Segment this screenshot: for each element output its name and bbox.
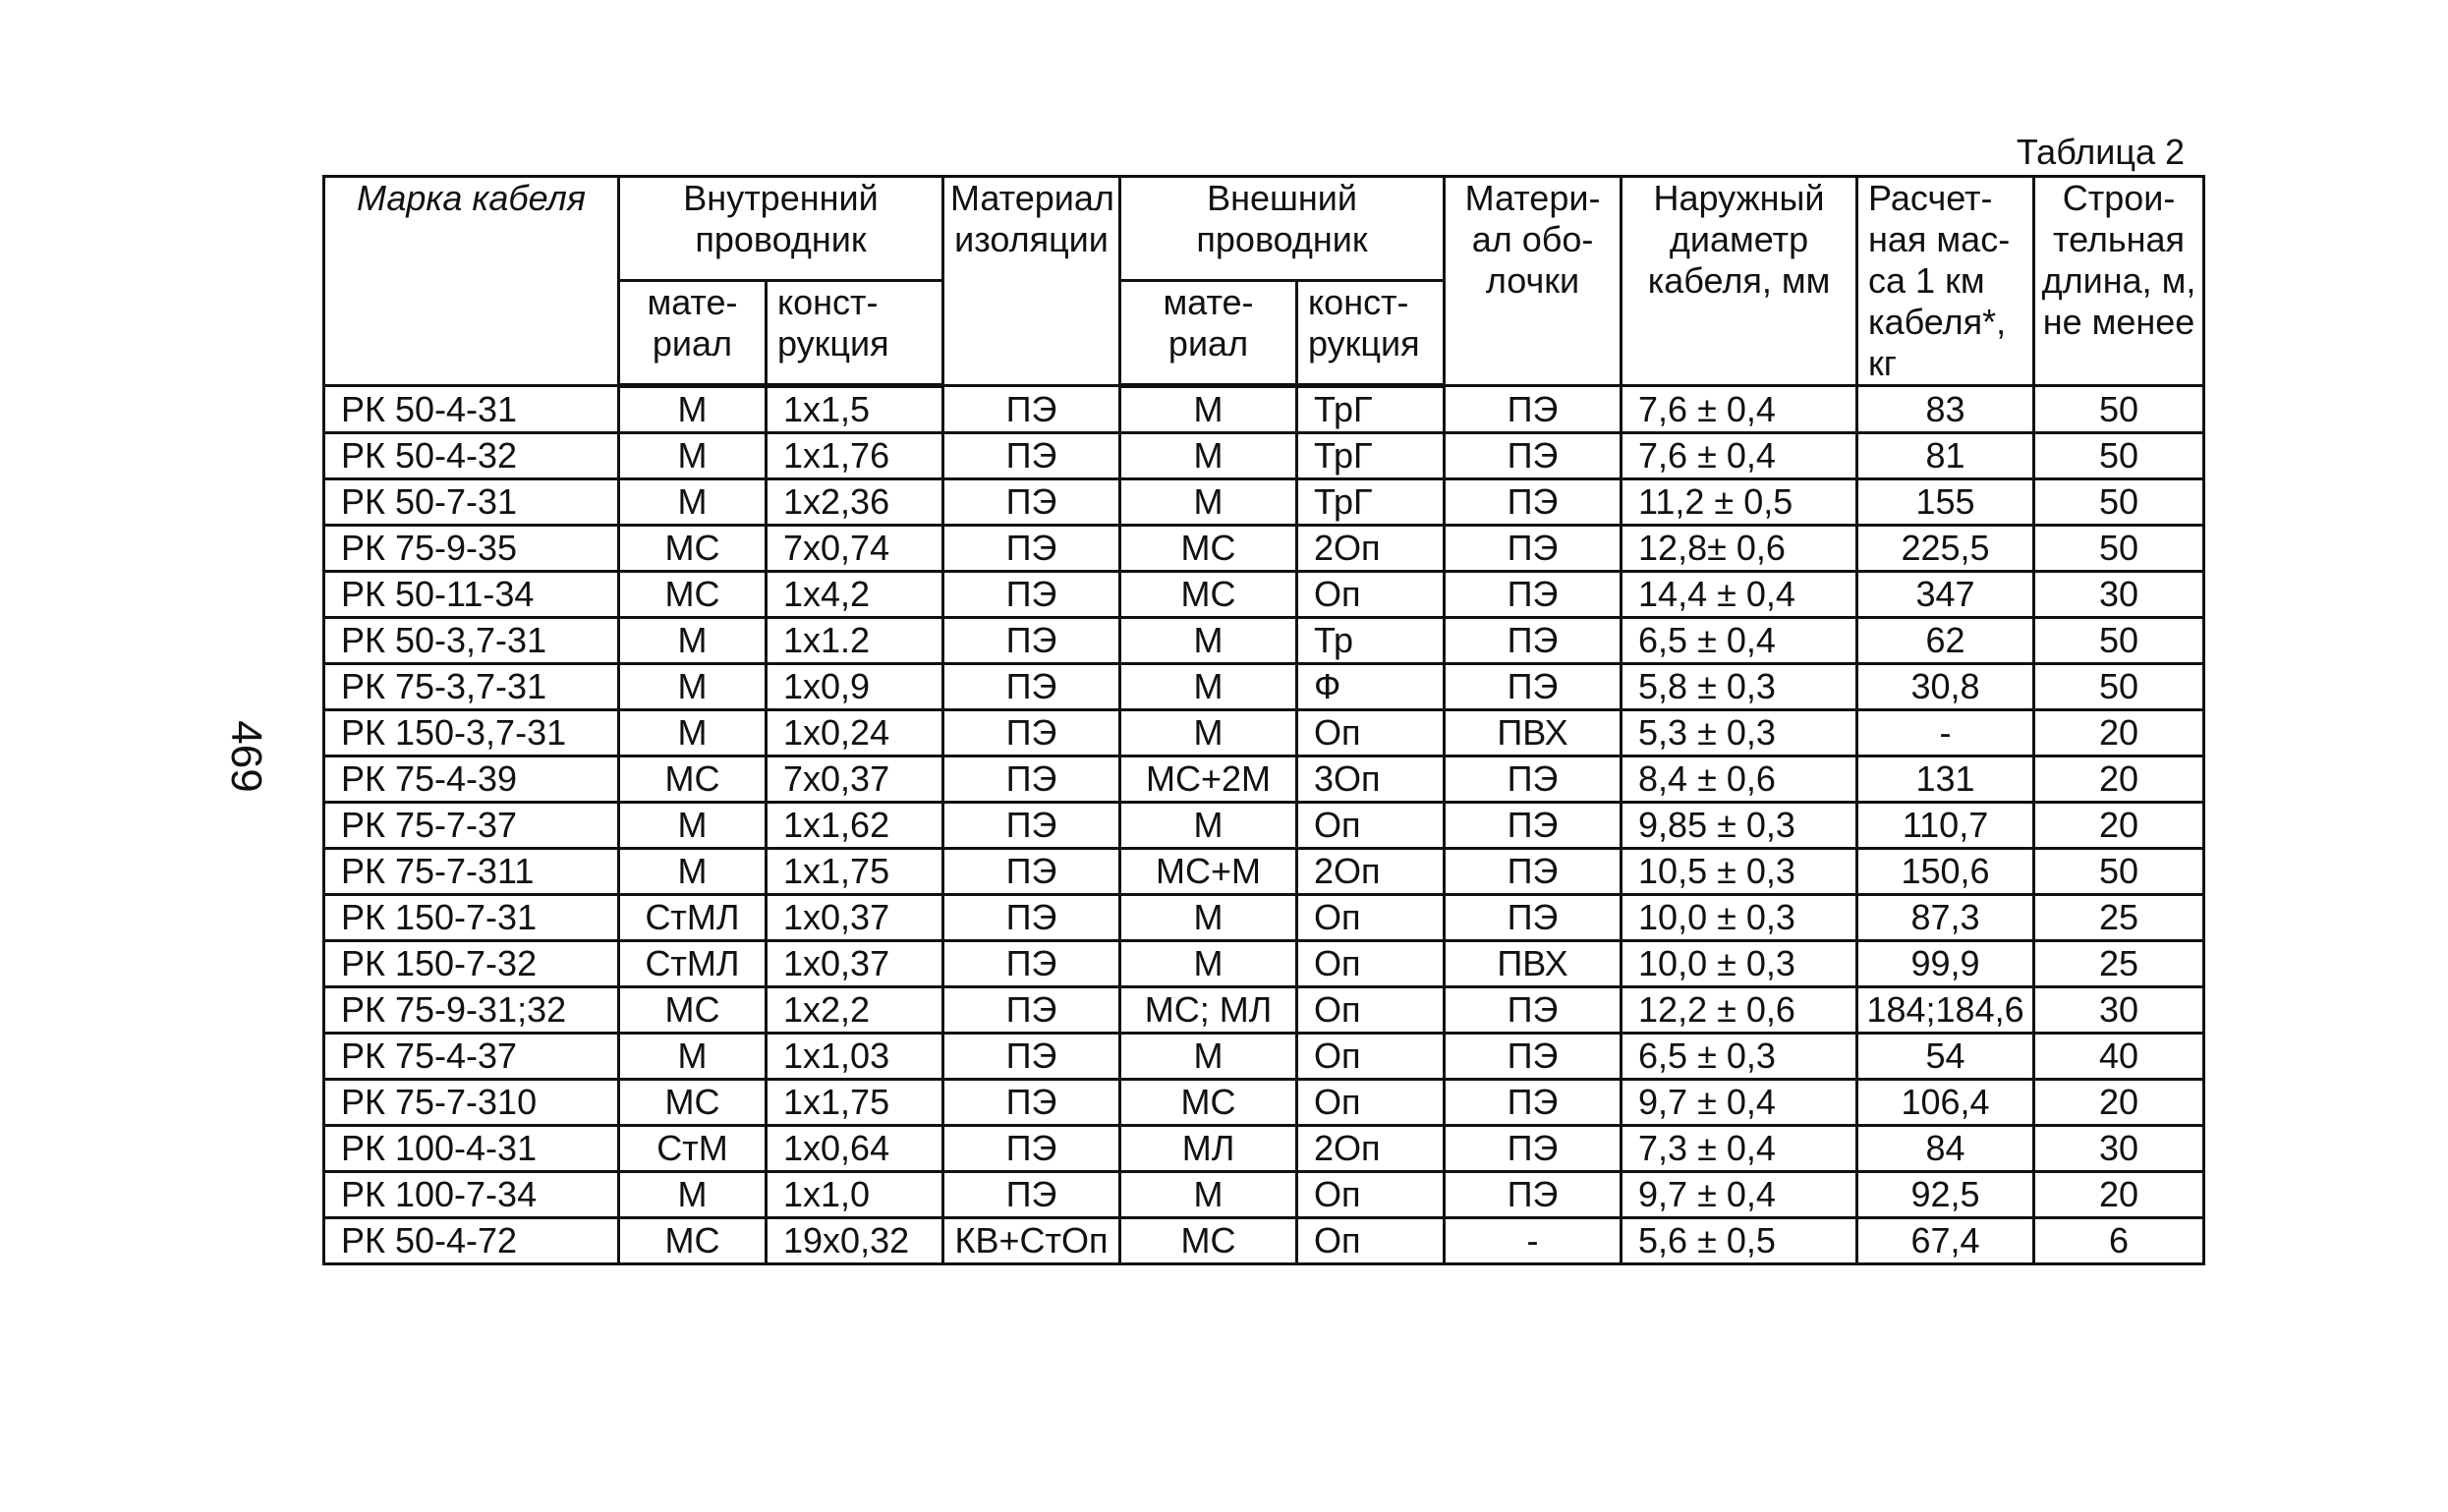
cell-inner-construction: 1х1,03 <box>767 1034 943 1080</box>
cell-insulation-material: ПЭ <box>943 618 1120 664</box>
cell-outer-construction: 2Оп <box>1297 526 1445 572</box>
cell-outer-diameter: 7,6 ± 0,4 <box>1622 433 1857 479</box>
cell-insulation-material: ПЭ <box>943 1080 1120 1126</box>
table-row <box>324 756 2204 803</box>
cell-sheath-material: ПЭ <box>1445 987 1622 1034</box>
cell-build-length: 50 <box>2034 664 2204 710</box>
cell-cable-brand: РК 150-7-31 <box>324 895 619 941</box>
cell-sheath-material: - <box>1445 1218 1622 1264</box>
cell-cable-brand: РК 100-7-34 <box>324 1172 619 1218</box>
cell-outer-diameter: 7,6 ± 0,4 <box>1622 386 1857 433</box>
cell-outer-construction: Оп <box>1297 1218 1445 1264</box>
cell-sheath-material: ПЭ <box>1445 572 1622 618</box>
cell-insulation-material: ПЭ <box>943 433 1120 479</box>
cell-inner-construction: 1х1.2 <box>767 618 943 664</box>
cell-build-length: 25 <box>2034 941 2204 987</box>
cell-insulation-material: ПЭ <box>943 526 1120 572</box>
table-row <box>324 479 2204 526</box>
cell-inner-material: СтМ <box>619 1126 767 1172</box>
cell-outer-diameter: 12,2 ± 0,6 <box>1622 987 1857 1034</box>
cell-cable-brand: РК 75-7-310 <box>324 1080 619 1126</box>
cell-outer-material: М <box>1120 479 1297 526</box>
cell-sheath-material: ПЭ <box>1445 1126 1622 1172</box>
cell-inner-material: М <box>619 849 767 895</box>
cell-outer-diameter: 5,3 ± 0,3 <box>1622 710 1857 756</box>
table-row <box>324 1126 2204 1172</box>
cell-outer-construction: Оп <box>1297 941 1445 987</box>
cell-outer-material: МС <box>1120 572 1297 618</box>
cell-calc-mass: 62 <box>1857 618 2034 664</box>
cell-insulation-material: ПЭ <box>943 849 1120 895</box>
table-row <box>324 803 2204 849</box>
cell-cable-brand: РК 150-7-32 <box>324 941 619 987</box>
header-inner-construction: конст-рукция <box>767 280 943 385</box>
cell-build-length: 30 <box>2034 1126 2204 1172</box>
cell-sheath-material: ПЭ <box>1445 618 1622 664</box>
cell-inner-construction: 1х1,75 <box>767 1080 943 1126</box>
cell-inner-material: МС <box>619 987 767 1034</box>
cell-outer-construction: Оп <box>1297 1080 1445 1126</box>
table-row <box>324 941 2204 987</box>
cell-insulation-material: ПЭ <box>943 664 1120 710</box>
cell-outer-material: М <box>1120 618 1297 664</box>
cell-inner-construction: 1х1,0 <box>767 1172 943 1218</box>
cell-inner-construction: 1х0,37 <box>767 895 943 941</box>
cell-inner-material: М <box>619 479 767 526</box>
cell-build-length: 50 <box>2034 479 2204 526</box>
cell-build-length: 50 <box>2034 849 2204 895</box>
cell-calc-mass: 99,9 <box>1857 941 2034 987</box>
cell-insulation-material: ПЭ <box>943 479 1120 526</box>
header-inner-material: мате-риал <box>619 280 767 385</box>
header-outer-construction: конст-рукция <box>1297 280 1445 385</box>
table-row <box>324 386 2204 433</box>
cell-sheath-material: ПВХ <box>1445 941 1622 987</box>
cell-outer-material: М <box>1120 1034 1297 1080</box>
cell-outer-diameter: 14,4 ± 0,4 <box>1622 572 1857 618</box>
cell-outer-material: МС <box>1120 526 1297 572</box>
cell-sheath-material: ПЭ <box>1445 895 1622 941</box>
cell-build-length: 30 <box>2034 987 2204 1034</box>
cell-inner-construction: 1х2,2 <box>767 987 943 1034</box>
header-outer-diameter: Наружный диаметр кабеля, мм <box>1622 177 1857 386</box>
cell-cable-brand: РК 75-9-35 <box>324 526 619 572</box>
cell-outer-diameter: 5,6 ± 0,5 <box>1622 1218 1857 1264</box>
cell-inner-material: МС <box>619 1218 767 1264</box>
cell-outer-diameter: 6,5 ± 0,3 <box>1622 1034 1857 1080</box>
cell-inner-construction: 1х0,9 <box>767 664 943 710</box>
table-row <box>324 572 2204 618</box>
cell-inner-material: СтМЛ <box>619 941 767 987</box>
cell-inner-construction: 1х0,37 <box>767 941 943 987</box>
cell-calc-mass: - <box>1857 710 2034 756</box>
cell-outer-material: М <box>1120 710 1297 756</box>
header-cable-brand: Марка кабеля <box>324 177 619 386</box>
cell-insulation-material: ПЭ <box>943 1172 1120 1218</box>
cell-sheath-material: ПВХ <box>1445 710 1622 756</box>
cell-inner-construction: 1х1,5 <box>767 386 943 433</box>
cell-cable-brand: РК 50-7-31 <box>324 479 619 526</box>
table-row <box>324 710 2204 756</box>
header-inner-conductor: Внутренний проводник <box>619 177 943 281</box>
cell-inner-material: МС <box>619 526 767 572</box>
table-body <box>324 386 2204 1264</box>
cell-inner-material: М <box>619 618 767 664</box>
table-row <box>324 1172 2204 1218</box>
cell-sheath-material: ПЭ <box>1445 756 1622 803</box>
cell-inner-material: М <box>619 1172 767 1218</box>
table-row <box>324 433 2204 479</box>
table-row <box>324 1218 2204 1264</box>
cell-outer-construction: Оп <box>1297 1172 1445 1218</box>
cell-build-length: 6 <box>2034 1218 2204 1264</box>
cell-cable-brand: РК 50-3,7-31 <box>324 618 619 664</box>
cell-build-length: 20 <box>2034 756 2204 803</box>
cell-build-length: 25 <box>2034 895 2204 941</box>
cell-cable-brand: РК 50-4-31 <box>324 386 619 433</box>
cell-build-length: 50 <box>2034 386 2204 433</box>
cell-build-length: 50 <box>2034 618 2204 664</box>
cell-inner-construction: 1х0,24 <box>767 710 943 756</box>
header-outer-conductor: Внешний проводник <box>1120 177 1445 281</box>
cell-cable-brand: РК 100-4-31 <box>324 1126 619 1172</box>
cell-outer-material: М <box>1120 1172 1297 1218</box>
cell-inner-construction: 19х0,32 <box>767 1218 943 1264</box>
header-calc-mass: Расчет-ная мас-са 1 км кабеля*, кг <box>1857 177 2034 386</box>
cell-calc-mass: 81 <box>1857 433 2034 479</box>
cell-insulation-material: КВ+СтОп <box>943 1218 1120 1264</box>
cell-inner-material: М <box>619 433 767 479</box>
cell-insulation-material: ПЭ <box>943 1126 1120 1172</box>
cell-outer-diameter: 9,7 ± 0,4 <box>1622 1080 1857 1126</box>
cell-outer-construction: Оп <box>1297 987 1445 1034</box>
cell-calc-mass: 110,7 <box>1857 803 2034 849</box>
cell-cable-brand: РК 75-4-39 <box>324 756 619 803</box>
cell-sheath-material: ПЭ <box>1445 1172 1622 1218</box>
cell-calc-mass: 87,3 <box>1857 895 2034 941</box>
cell-sheath-material: ПЭ <box>1445 1034 1622 1080</box>
cell-inner-material: М <box>619 664 767 710</box>
cell-inner-construction: 1х1,75 <box>767 849 943 895</box>
cell-calc-mass: 30,8 <box>1857 664 2034 710</box>
table-caption: Таблица 2 <box>2016 132 2185 172</box>
cell-outer-diameter: 12,8± 0,6 <box>1622 526 1857 572</box>
table-row <box>324 618 2204 664</box>
header-outer-material: мате-риал <box>1120 280 1297 385</box>
cell-outer-construction: Оп <box>1297 710 1445 756</box>
table-header <box>324 177 2204 386</box>
cell-outer-diameter: 10,0 ± 0,3 <box>1622 941 1857 987</box>
cell-inner-construction: 7х0,37 <box>767 756 943 803</box>
cell-outer-diameter: 6,5 ± 0,4 <box>1622 618 1857 664</box>
header-insulation-material: Материал изоляции <box>943 177 1120 386</box>
cell-outer-diameter: 7,3 ± 0,4 <box>1622 1126 1857 1172</box>
cell-cable-brand: РК 75-3,7-31 <box>324 664 619 710</box>
cell-outer-diameter: 8,4 ± 0,6 <box>1622 756 1857 803</box>
cable-spec-table <box>322 175 2205 1265</box>
cell-inner-construction: 1х4,2 <box>767 572 943 618</box>
cell-outer-construction: ТрГ <box>1297 386 1445 433</box>
cell-calc-mass: 150,6 <box>1857 849 2034 895</box>
cell-calc-mass: 347 <box>1857 572 2034 618</box>
cell-insulation-material: ПЭ <box>943 1034 1120 1080</box>
cell-insulation-material: ПЭ <box>943 803 1120 849</box>
cell-inner-material: МС <box>619 756 767 803</box>
cell-build-length: 20 <box>2034 710 2204 756</box>
cell-calc-mass: 131 <box>1857 756 2034 803</box>
cell-build-length: 20 <box>2034 1080 2204 1126</box>
cell-inner-construction: 1х1,76 <box>767 433 943 479</box>
cell-calc-mass: 92,5 <box>1857 1172 2034 1218</box>
cell-cable-brand: РК 75-4-37 <box>324 1034 619 1080</box>
cell-inner-material: М <box>619 803 767 849</box>
cell-calc-mass: 67,4 <box>1857 1218 2034 1264</box>
header-build-length: Строи-тельная длина, м, не менее <box>2034 177 2204 386</box>
cell-cable-brand: РК 75-7-311 <box>324 849 619 895</box>
cell-outer-construction: 2Оп <box>1297 1126 1445 1172</box>
cell-sheath-material: ПЭ <box>1445 479 1622 526</box>
table-row <box>324 526 2204 572</box>
cell-outer-material: МС+2М <box>1120 756 1297 803</box>
cell-outer-material: М <box>1120 386 1297 433</box>
cell-outer-construction: ТрГ <box>1297 479 1445 526</box>
cell-sheath-material: ПЭ <box>1445 803 1622 849</box>
cell-outer-material: М <box>1120 664 1297 710</box>
page-number: 469 <box>222 720 270 793</box>
cell-outer-material: МС+М <box>1120 849 1297 895</box>
cell-calc-mass: 84 <box>1857 1126 2034 1172</box>
table-row <box>324 895 2204 941</box>
cell-outer-material: М <box>1120 895 1297 941</box>
cell-outer-diameter: 9,85 ± 0,3 <box>1622 803 1857 849</box>
cell-calc-mass: 225,5 <box>1857 526 2034 572</box>
cell-build-length: 50 <box>2034 526 2204 572</box>
cell-insulation-material: ПЭ <box>943 756 1120 803</box>
cell-outer-construction: Тр <box>1297 618 1445 664</box>
table-row <box>324 1080 2204 1126</box>
cell-cable-brand: РК 50-4-32 <box>324 433 619 479</box>
cell-outer-construction: Оп <box>1297 803 1445 849</box>
cell-outer-diameter: 11,2 ± 0,5 <box>1622 479 1857 526</box>
cell-inner-construction: 1х2,36 <box>767 479 943 526</box>
cell-outer-material: М <box>1120 433 1297 479</box>
cell-inner-material: МС <box>619 572 767 618</box>
cell-build-length: 30 <box>2034 572 2204 618</box>
cell-inner-construction: 7х0,74 <box>767 526 943 572</box>
cell-inner-material: СтМЛ <box>619 895 767 941</box>
cell-build-length: 20 <box>2034 803 2204 849</box>
header-sheath-material: Матери-ал обо-лочки <box>1445 177 1622 386</box>
cell-insulation-material: ПЭ <box>943 987 1120 1034</box>
cell-insulation-material: ПЭ <box>943 710 1120 756</box>
cell-sheath-material: ПЭ <box>1445 664 1622 710</box>
cell-insulation-material: ПЭ <box>943 895 1120 941</box>
cell-cable-brand: РК 50-11-34 <box>324 572 619 618</box>
table-container <box>322 175 2202 1265</box>
cell-sheath-material: ПЭ <box>1445 386 1622 433</box>
cell-cable-brand: РК 75-9-31;32 <box>324 987 619 1034</box>
cell-sheath-material: ПЭ <box>1445 849 1622 895</box>
cell-outer-diameter: 10,0 ± 0,3 <box>1622 895 1857 941</box>
table-row <box>324 664 2204 710</box>
cell-calc-mass: 106,4 <box>1857 1080 2034 1126</box>
cell-outer-material: М <box>1120 803 1297 849</box>
cell-outer-material: МЛ <box>1120 1126 1297 1172</box>
cell-calc-mass: 54 <box>1857 1034 2034 1080</box>
cell-calc-mass: 155 <box>1857 479 2034 526</box>
cell-insulation-material: ПЭ <box>943 572 1120 618</box>
cell-build-length: 40 <box>2034 1034 2204 1080</box>
cell-outer-material: МС; МЛ <box>1120 987 1297 1034</box>
cell-sheath-material: ПЭ <box>1445 526 1622 572</box>
cell-inner-material: МС <box>619 1080 767 1126</box>
cell-outer-construction: Оп <box>1297 895 1445 941</box>
cell-outer-construction: Ф <box>1297 664 1445 710</box>
cell-outer-construction: 2Оп <box>1297 849 1445 895</box>
cell-insulation-material: ПЭ <box>943 386 1120 433</box>
cell-calc-mass: 83 <box>1857 386 2034 433</box>
cell-inner-material: М <box>619 710 767 756</box>
cell-cable-brand: РК 50-4-72 <box>324 1218 619 1264</box>
cell-outer-construction: 3Оп <box>1297 756 1445 803</box>
header-row-1 <box>324 177 2204 281</box>
table-row <box>324 849 2204 895</box>
cell-outer-diameter: 5,8 ± 0,3 <box>1622 664 1857 710</box>
cell-build-length: 20 <box>2034 1172 2204 1218</box>
cell-outer-material: М <box>1120 941 1297 987</box>
table-row <box>324 987 2204 1034</box>
cell-outer-material: МС <box>1120 1080 1297 1126</box>
cell-insulation-material: ПЭ <box>943 941 1120 987</box>
cell-inner-construction: 1х0,64 <box>767 1126 943 1172</box>
cell-sheath-material: ПЭ <box>1445 1080 1622 1126</box>
cell-build-length: 50 <box>2034 433 2204 479</box>
cell-outer-construction: ТрГ <box>1297 433 1445 479</box>
cell-outer-diameter: 10,5 ± 0,3 <box>1622 849 1857 895</box>
cell-outer-material: МС <box>1120 1218 1297 1264</box>
cell-calc-mass: 184;184,6 <box>1857 987 2034 1034</box>
cell-outer-diameter: 9,7 ± 0,4 <box>1622 1172 1857 1218</box>
cell-cable-brand: РК 150-3,7-31 <box>324 710 619 756</box>
cell-inner-construction: 1х1,62 <box>767 803 943 849</box>
cell-outer-construction: Оп <box>1297 572 1445 618</box>
cell-sheath-material: ПЭ <box>1445 433 1622 479</box>
cell-outer-construction: Оп <box>1297 1034 1445 1080</box>
table-row <box>324 1034 2204 1080</box>
cell-inner-material: М <box>619 1034 767 1080</box>
cell-cable-brand: РК 75-7-37 <box>324 803 619 849</box>
cell-inner-material: М <box>619 386 767 433</box>
